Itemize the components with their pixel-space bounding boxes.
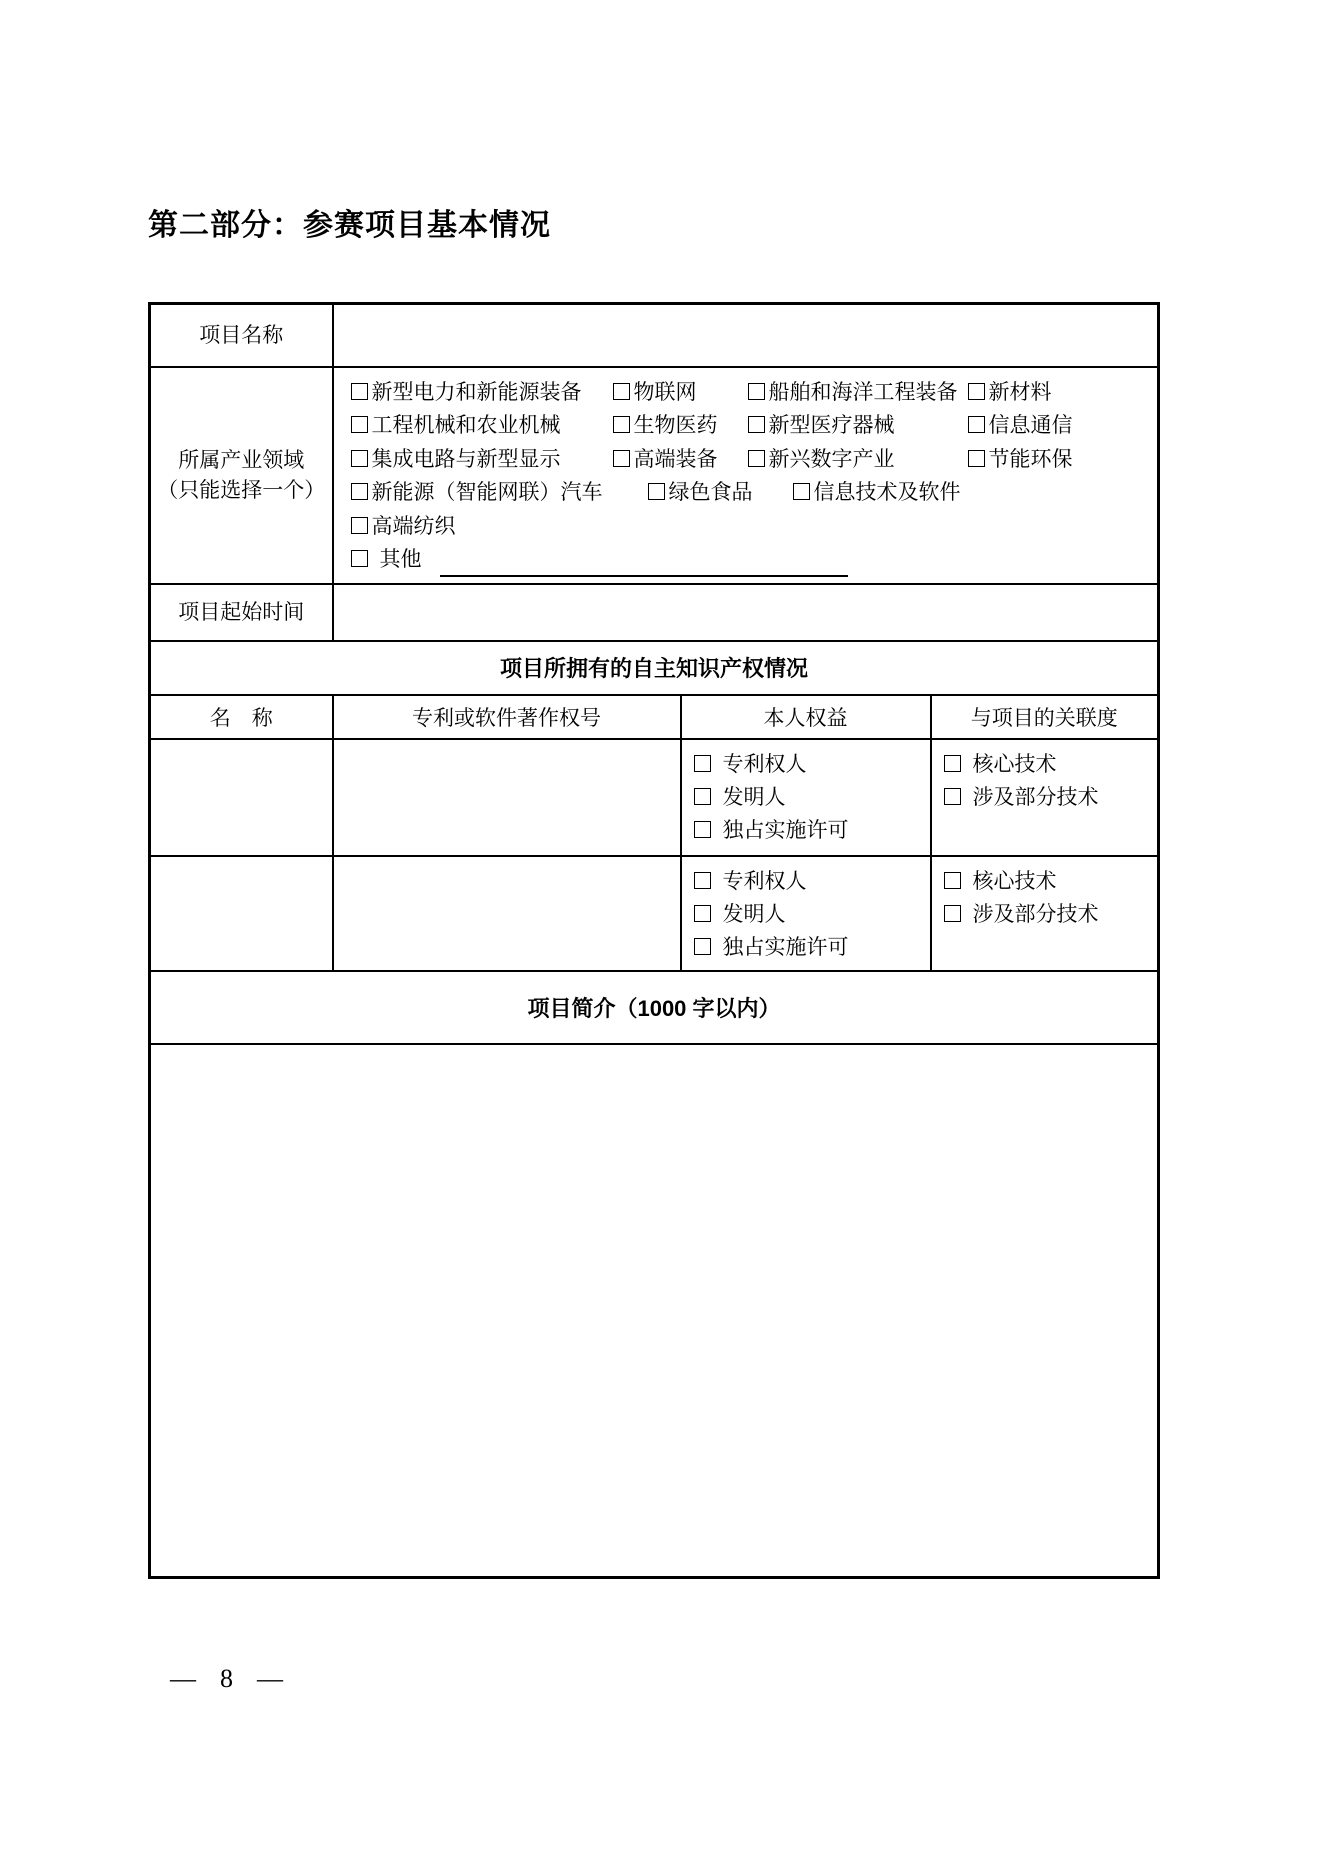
checkbox-option-label: 专利权人 xyxy=(722,868,807,893)
ipr-option-line xyxy=(694,931,924,964)
checkbox-option xyxy=(694,781,786,814)
checkbox-option xyxy=(648,476,793,510)
ipr-relation-options-cell xyxy=(931,739,1159,856)
checkbox-icon[interactable] xyxy=(694,788,711,805)
checkbox-icon[interactable] xyxy=(968,416,985,433)
checkbox-icon[interactable] xyxy=(694,872,711,889)
checkbox-option-label: 发明人 xyxy=(722,784,786,809)
ipr-option-line xyxy=(694,898,924,931)
checkbox-icon[interactable] xyxy=(694,938,711,955)
checkbox-option xyxy=(748,376,968,410)
industry-option-other-label: 其他 xyxy=(379,547,422,571)
checkbox-option-label: 发明人 xyxy=(722,901,786,926)
checkbox-option-label: 船舶和海洋工程装备 xyxy=(768,379,958,404)
section-title: 第二部分：参赛项目基本情况 xyxy=(148,209,551,242)
checkbox-icon[interactable] xyxy=(613,383,630,400)
ipr-relation-options-cell xyxy=(931,856,1159,971)
checkbox-option xyxy=(968,376,1052,410)
ipr-entry-row-1 xyxy=(150,739,1159,856)
checkbox-icon[interactable] xyxy=(944,905,961,922)
checkbox-option-label: 专利权人 xyxy=(722,751,807,776)
ipr-header-project-relation: 与项目的关联度 xyxy=(931,695,1159,739)
ipr-header-row xyxy=(150,695,1159,739)
checkbox-option xyxy=(613,376,748,410)
checkbox-icon[interactable] xyxy=(748,383,765,400)
checkbox-icon[interactable] xyxy=(351,383,368,400)
checkbox-icon[interactable] xyxy=(613,416,630,433)
checkbox-icon[interactable] xyxy=(748,450,765,467)
checkbox-option-label: 生物医药 xyxy=(633,413,718,437)
checkbox-option-label: 物联网 xyxy=(633,379,697,404)
checkbox-icon[interactable] xyxy=(694,905,711,922)
industry-label-line2: （只能选择一个） xyxy=(157,478,326,502)
checkbox-option-label: 独占实施许可 xyxy=(722,817,849,842)
industry-row xyxy=(150,367,1159,584)
ipr-option-line xyxy=(944,781,1152,814)
checkbox-option-label: 新材料 xyxy=(988,379,1052,404)
page-number-dash-right: — xyxy=(257,1664,283,1693)
industry-option-line xyxy=(351,443,1148,477)
checkbox-option xyxy=(748,443,968,477)
page-number-dash-left: — xyxy=(170,1664,196,1693)
industry-label-line1: 所属产业领域 xyxy=(178,448,305,472)
checkbox-option xyxy=(694,931,849,964)
checkbox-option xyxy=(351,510,456,544)
checkbox-option xyxy=(944,748,1057,781)
start-time-input-cell[interactable] xyxy=(333,584,1159,641)
checkbox-icon[interactable] xyxy=(351,517,368,534)
checkbox-option xyxy=(613,409,748,443)
industry-option-other-line xyxy=(351,543,1148,577)
checkbox-option xyxy=(694,814,849,847)
ipr-option-line xyxy=(944,748,1152,781)
checkbox-icon[interactable] xyxy=(944,788,961,805)
ipr-option-line xyxy=(944,898,1152,931)
industry-option-line xyxy=(351,409,1148,443)
ipr-patent-number-input-cell[interactable] xyxy=(333,856,681,971)
checkbox-option-label: 核心技术 xyxy=(972,751,1057,776)
page-number xyxy=(170,1664,283,1694)
checkbox-option xyxy=(613,443,748,477)
industry-option-lines xyxy=(351,376,1148,544)
project-name-row xyxy=(150,304,1159,367)
project-name-label: 项目名称 xyxy=(150,304,333,367)
checkbox-option-label: 新型电力和新能源装备 xyxy=(371,379,582,404)
checkbox-icon[interactable] xyxy=(351,550,368,567)
ipr-rights-options-cell xyxy=(681,739,931,856)
checkbox-icon[interactable] xyxy=(968,450,985,467)
checkbox-icon[interactable] xyxy=(613,450,630,467)
summary-caption: 项目简介（1000 字以内） xyxy=(150,971,1159,1044)
checkbox-icon[interactable] xyxy=(748,416,765,433)
checkbox-icon[interactable] xyxy=(968,383,985,400)
ipr-header-patent-number: 专利或软件著作权号 xyxy=(333,695,681,739)
checkbox-option xyxy=(351,443,613,477)
checkbox-icon[interactable] xyxy=(944,872,961,889)
ipr-name-input-cell[interactable] xyxy=(150,739,333,856)
ipr-header-name: 名 称 xyxy=(150,695,333,739)
industry-option-line xyxy=(351,376,1148,410)
summary-input-cell[interactable] xyxy=(150,1044,1159,1578)
checkbox-option-label: 工程机械和农业机械 xyxy=(371,413,561,437)
checkbox-option-label: 核心技术 xyxy=(972,868,1057,893)
checkbox-option xyxy=(748,409,968,443)
checkbox-option-label: 节能环保 xyxy=(988,446,1073,471)
ipr-caption-row xyxy=(150,641,1159,695)
checkbox-option-label: 独占实施许可 xyxy=(722,934,849,959)
ipr-rights-options-cell xyxy=(681,856,931,971)
checkbox-option xyxy=(793,476,961,510)
checkbox-icon[interactable] xyxy=(648,483,665,500)
checkbox-option-label: 涉及部分技术 xyxy=(972,901,1099,926)
industry-options-cell xyxy=(333,367,1159,584)
industry-option-line xyxy=(351,476,1148,510)
checkbox-icon[interactable] xyxy=(351,450,368,467)
ipr-name-input-cell[interactable] xyxy=(150,856,333,971)
checkbox-option-label: 绿色食品 xyxy=(668,480,753,504)
checkbox-icon[interactable] xyxy=(351,483,368,500)
checkbox-option xyxy=(351,376,613,410)
checkbox-option-label: 涉及部分技术 xyxy=(972,784,1099,809)
project-info-table xyxy=(148,302,1160,1579)
ipr-option-line xyxy=(694,781,924,814)
checkbox-icon[interactable] xyxy=(351,416,368,433)
checkbox-option-label: 新型医疗器械 xyxy=(768,413,895,437)
checkbox-icon[interactable] xyxy=(793,483,810,500)
ipr-option-line xyxy=(694,865,924,898)
checkbox-option xyxy=(944,898,1099,931)
summary-caption-row xyxy=(150,971,1159,1044)
checkbox-option xyxy=(694,748,807,781)
ipr-option-line xyxy=(944,865,1152,898)
project-name-input-cell[interactable] xyxy=(333,304,1159,367)
checkbox-option xyxy=(968,409,1073,443)
checkbox-option-label: 信息通信 xyxy=(988,413,1073,437)
checkbox-option-label: 信息技术及软件 xyxy=(813,480,961,504)
checkbox-option xyxy=(351,476,648,510)
checkbox-option xyxy=(968,443,1073,477)
start-time-label: 项目起始时间 xyxy=(150,584,333,641)
checkbox-option xyxy=(694,898,786,931)
checkbox-option xyxy=(351,409,613,443)
ipr-option-line xyxy=(694,748,924,781)
checkbox-option-label: 高端纺织 xyxy=(371,513,456,538)
start-time-row xyxy=(150,584,1159,641)
checkbox-option-label: 高端装备 xyxy=(633,446,718,471)
summary-input-row xyxy=(150,1044,1159,1578)
ipr-header-personal-rights: 本人权益 xyxy=(681,695,931,739)
industry-option-line xyxy=(351,510,1148,544)
checkbox-option-label: 集成电路与新型显示 xyxy=(371,446,561,471)
other-input-line[interactable] xyxy=(440,555,848,577)
page-number-value: 8 xyxy=(220,1664,233,1693)
industry-label xyxy=(150,367,333,584)
ipr-option-line xyxy=(694,814,924,847)
checkbox-icon[interactable] xyxy=(944,755,961,772)
ipr-caption: 项目所拥有的自主知识产权情况 xyxy=(150,641,1159,695)
checkbox-option-label: 新能源（智能网联）汽车 xyxy=(371,480,603,504)
checkbox-icon[interactable] xyxy=(694,755,711,772)
checkbox-option xyxy=(944,781,1099,814)
checkbox-option xyxy=(944,865,1057,898)
checkbox-option-label: 新兴数字产业 xyxy=(768,446,895,471)
ipr-entry-row-2 xyxy=(150,856,1159,971)
checkbox-icon[interactable] xyxy=(694,821,711,838)
checkbox-option xyxy=(694,865,807,898)
ipr-patent-number-input-cell[interactable] xyxy=(333,739,681,856)
